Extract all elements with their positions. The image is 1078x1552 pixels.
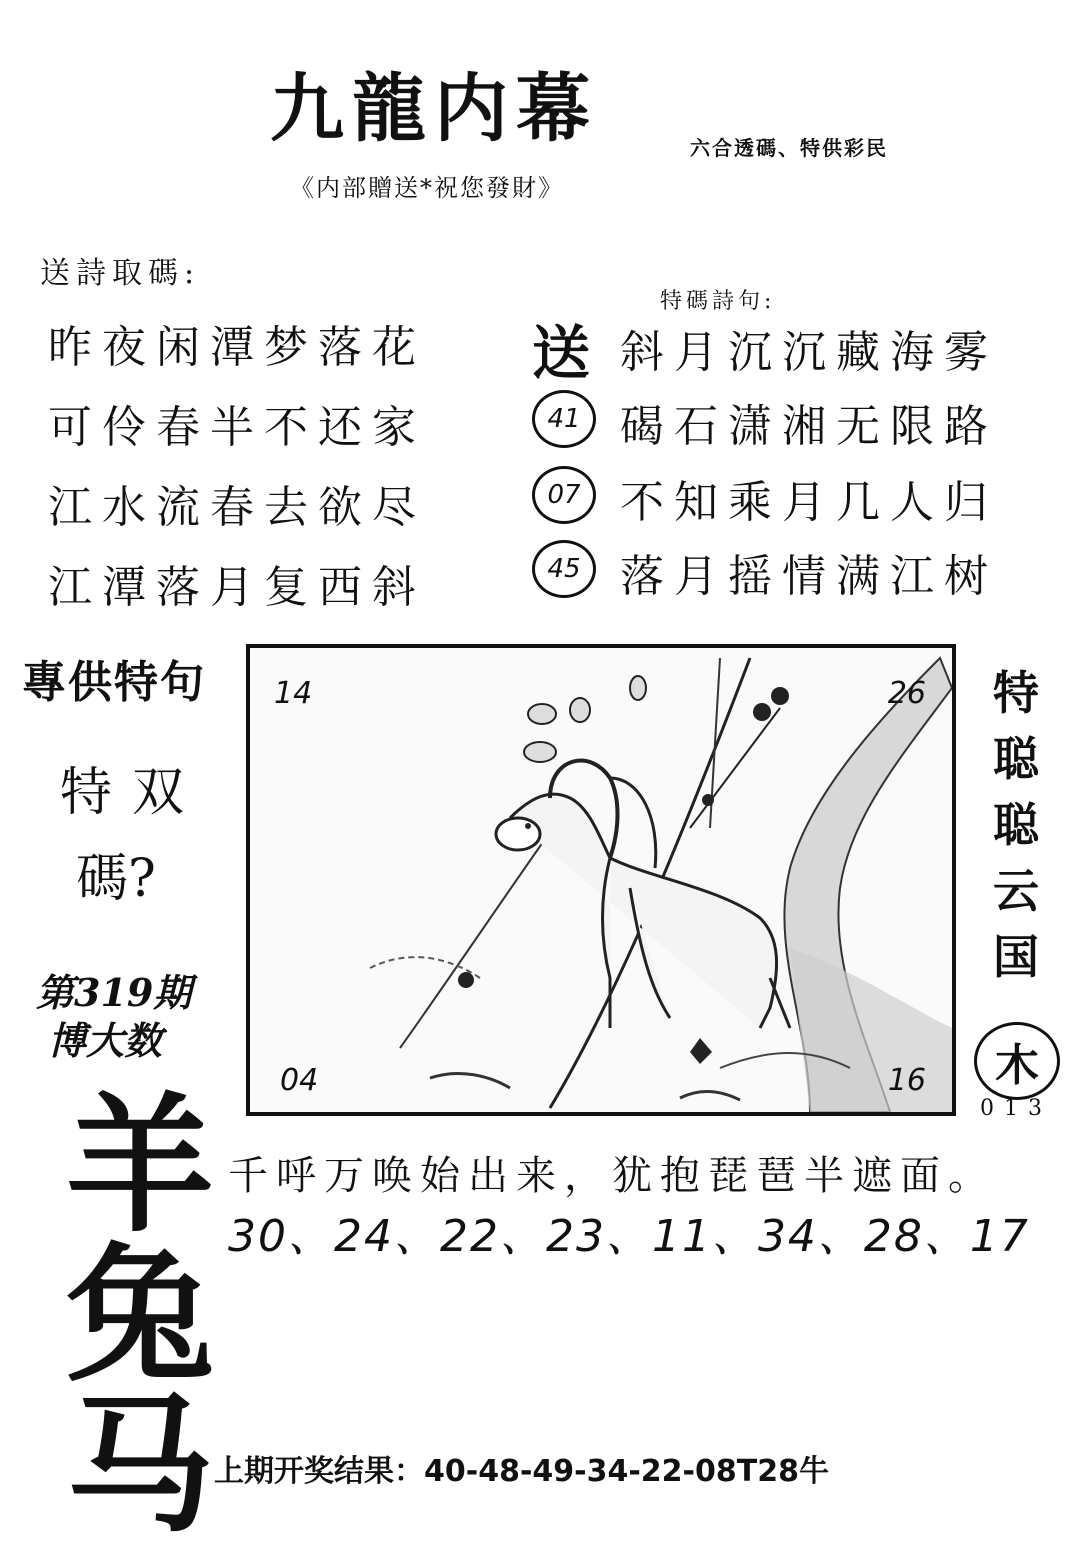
double-code-label: 特双	[60, 763, 205, 823]
special-poem-line: 斜月沉沉藏海雾	[620, 327, 998, 378]
zodiac-words	[60, 1078, 220, 1552]
page-title: 九龍内幕	[270, 66, 598, 152]
vertical-char: 聪	[993, 798, 1039, 852]
poem-line: 昨夜闲潭梦落花	[48, 322, 426, 373]
corner-number-bottom-right: 16	[887, 1063, 926, 1098]
poem-line: 江水流春去欲尽	[48, 482, 426, 533]
element-circle: 木	[974, 1022, 1060, 1100]
goat-sketch	[250, 648, 952, 1112]
number-circle: 41	[532, 390, 596, 448]
special-poem-line: 碣石潇湘无限路	[620, 401, 998, 452]
vertical-char: 国	[993, 930, 1039, 984]
gift-character: 送	[532, 319, 591, 387]
poem-line: 可伶春半不还家	[48, 402, 426, 453]
special-phrase-label: 專供特句	[22, 657, 206, 708]
goat-illustration	[246, 644, 956, 1116]
special-poem-line: 不知乘月几人归	[620, 477, 998, 528]
tagline: 六合透碼、特供彩民	[690, 136, 888, 160]
verse-line: 千呼万唤始出来，犹抱琵琶半遮面。	[228, 1153, 996, 1199]
number-list: 30、24、22、23、11、34、28、17	[228, 1211, 1030, 1262]
issue-number: 第319期	[36, 970, 192, 1015]
vertical-char: 云	[993, 864, 1039, 918]
zodiac-word: 马	[66, 1378, 214, 1552]
double-code-question: 碼?	[76, 849, 156, 909]
special-poem-heading: 特碼詩句:	[660, 289, 776, 314]
subtitle: 《内部贈送*祝您發財》	[290, 174, 564, 202]
previous-result: 上期开奖结果：40-48-49-34-22-08T28牛	[214, 1454, 829, 1489]
vertical-char: 特	[993, 666, 1039, 720]
special-poem-line: 落月摇情满江树	[620, 551, 998, 602]
poem-heading: 送詩取碼:	[40, 256, 201, 291]
corner-number-top-right: 26	[887, 676, 926, 711]
corner-number-bottom-left: 04	[280, 1063, 319, 1098]
corner-number-top-left: 14	[274, 676, 313, 711]
issue-subtitle: 博大数	[48, 1018, 163, 1063]
poem-line: 江潭落月复西斜	[48, 562, 426, 613]
vertical-char: 聪	[993, 732, 1039, 786]
vertical-text	[986, 660, 1046, 990]
poem-block	[48, 308, 426, 628]
zodiac-word: 兔	[66, 1228, 214, 1402]
zodiac-word: 羊	[66, 1078, 214, 1252]
code-number: 013	[980, 1096, 1052, 1121]
number-circle: 45	[532, 540, 596, 598]
number-circle: 07	[532, 466, 596, 524]
